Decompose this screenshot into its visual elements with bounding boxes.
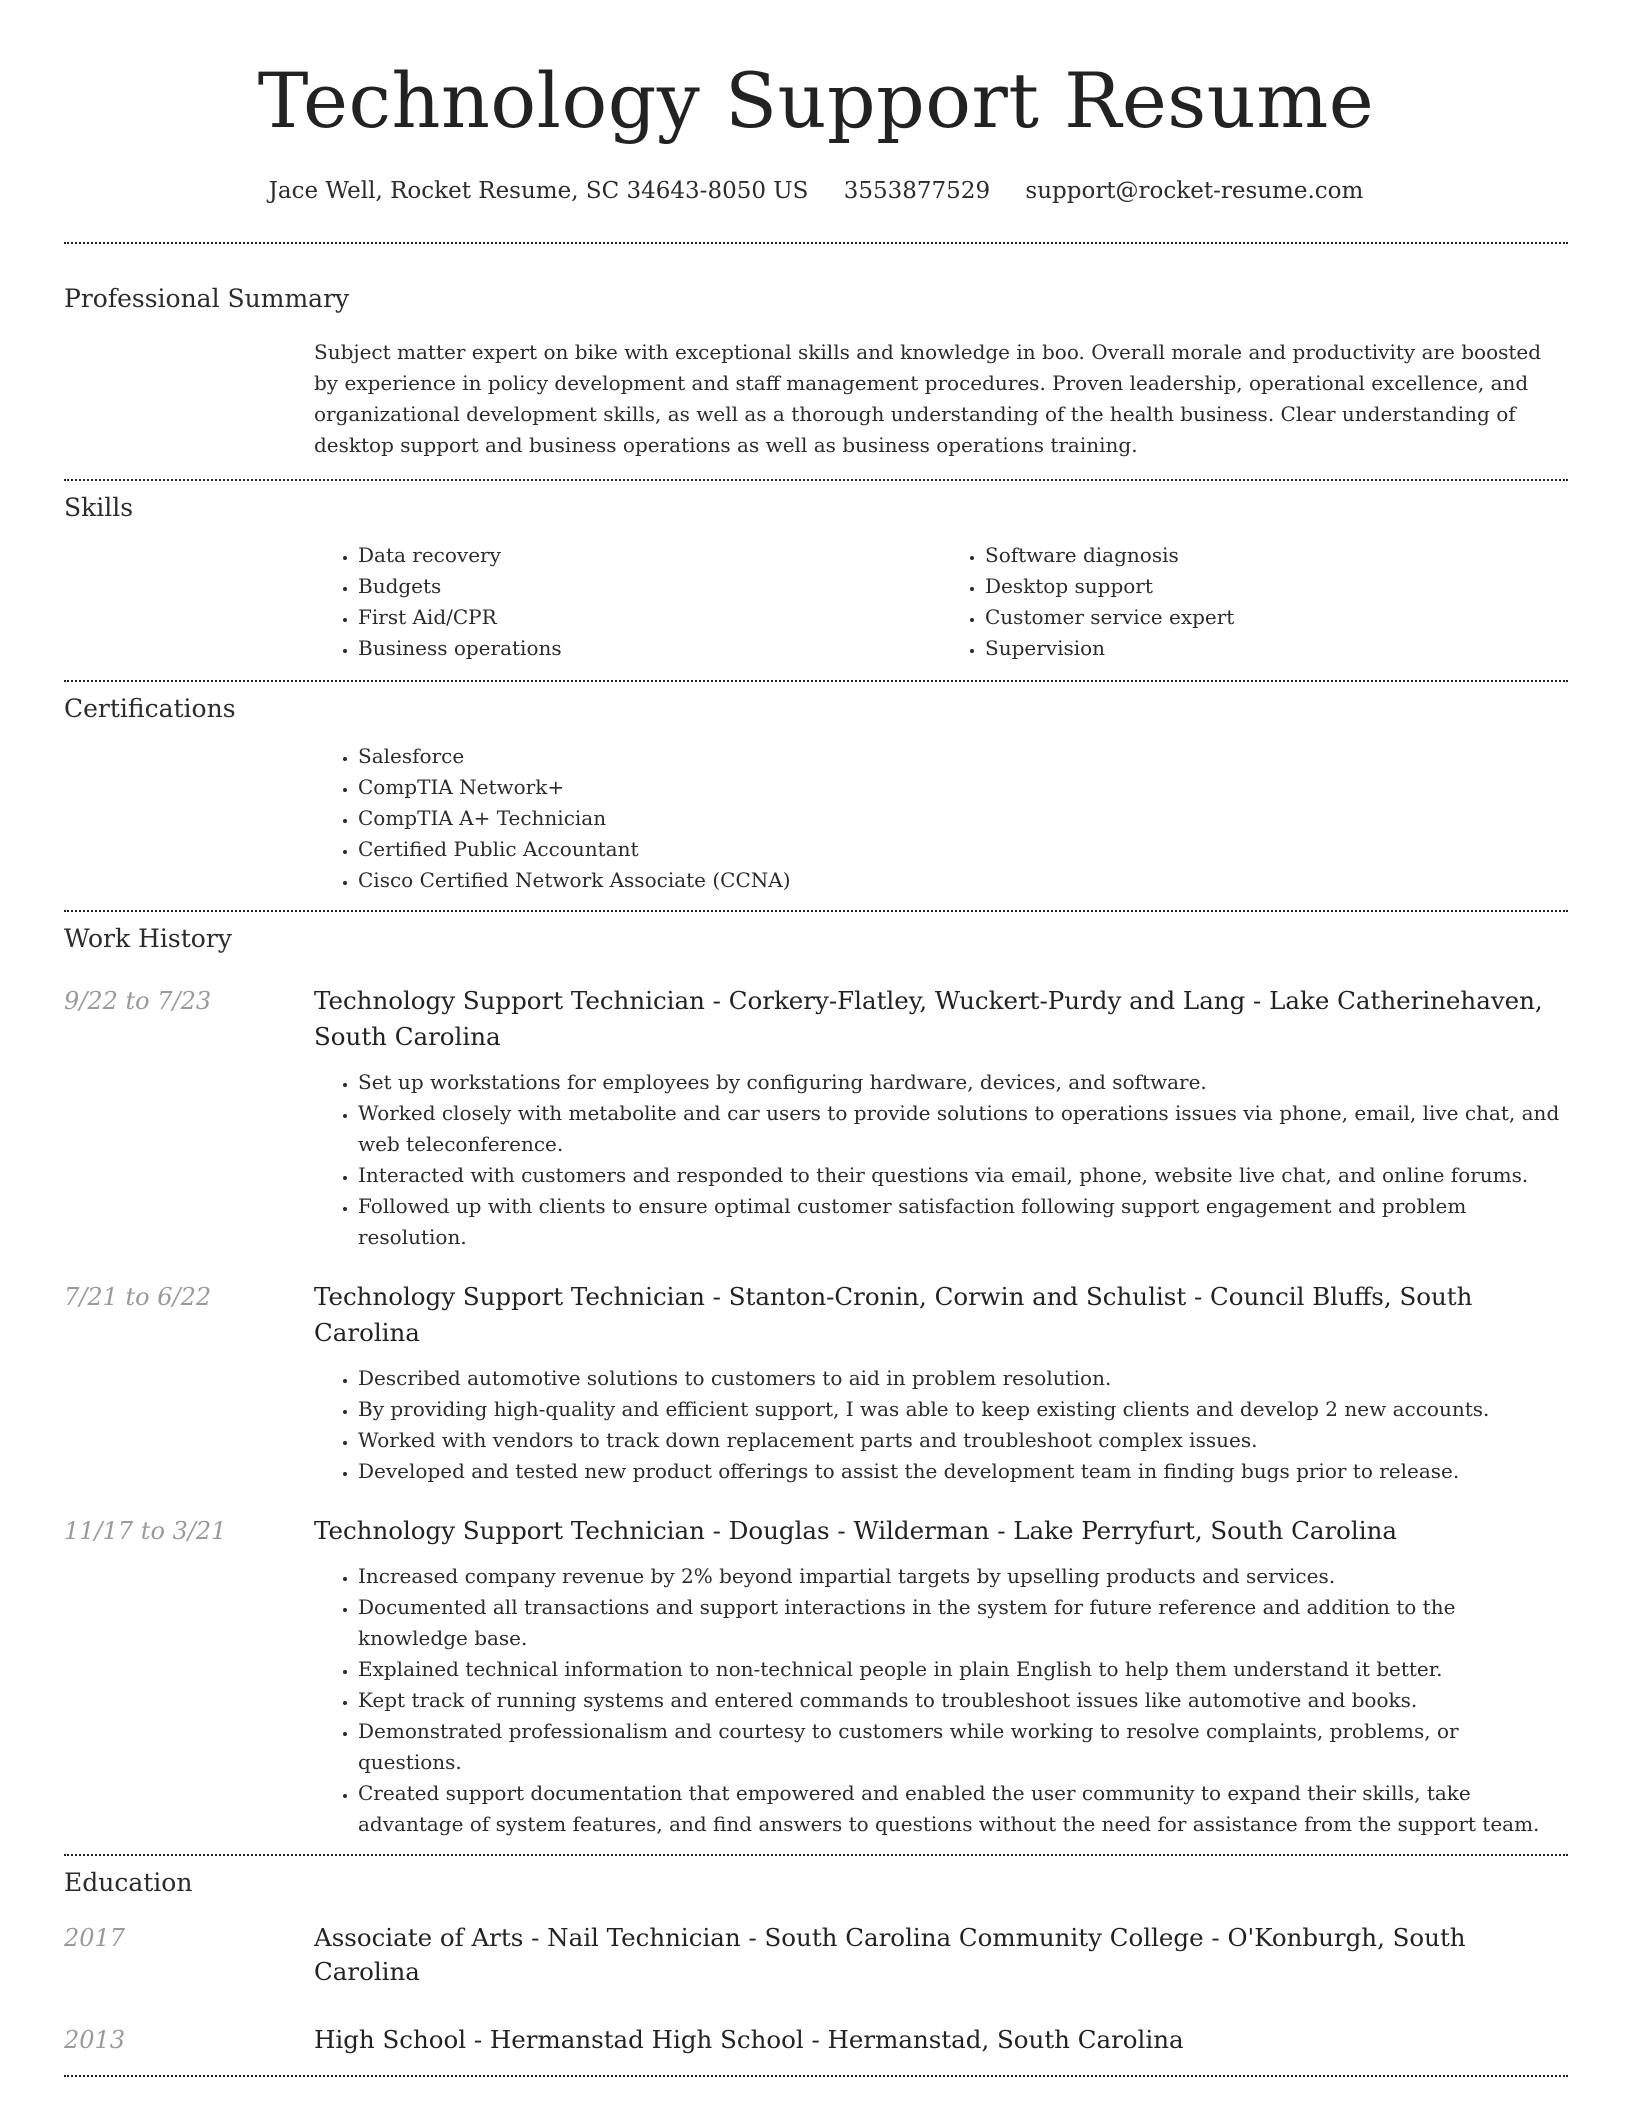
work-history-section [64, 912, 1568, 1854]
job-bullet: • Kept track of running systems and entered commands to troubleshoot issues like automotive and books. [358, 1685, 1568, 1716]
education-detail: Associate of Arts - Nail Technician - South Carolina Community College - O'Konburgh, South Carolina [314, 1923, 1466, 1986]
job-dates: 7/21 to 6/22 [64, 1283, 212, 1311]
education-entry [64, 2023, 1568, 2057]
job-entry [64, 1513, 1568, 1840]
education-entry [64, 1921, 1568, 1989]
job-bullet: • Demonstrated professionalism and courtesy to customers while working to resolve complaints, problems, or questions. [358, 1716, 1568, 1778]
job-dates: 11/17 to 3/21 [64, 1517, 227, 1545]
certifications-section [64, 682, 1568, 910]
summary-heading: Professional Summary [64, 284, 350, 313]
work-history-heading: Work History [64, 924, 232, 953]
certification-item: • CompTIA Network+ [358, 772, 1568, 803]
education-section [64, 1856, 1568, 2075]
contact-line [64, 178, 1568, 204]
job-bullet: • Created support documentation that empowered and enabled the user community to expand their skills, take advantage of system features, and find answers to questions without the need for assistance from the support team. [358, 1778, 1568, 1840]
job-body [314, 1279, 1568, 1487]
education-heading: Education [64, 1868, 193, 1897]
skill-item: • Software diagnosis [985, 540, 1568, 571]
resume-header [64, 0, 1568, 204]
skill-item: • Desktop support [985, 571, 1568, 602]
page-title: Technology Support Resume [257, 56, 1375, 145]
job-bullets [314, 1561, 1568, 1840]
job-entry [64, 983, 1568, 1253]
job-bullet: • Described automotive solutions to customers to aid in problem resolution. [358, 1363, 1568, 1394]
skills-list-right [941, 540, 1568, 664]
job-bullet: • Developed and tested new product offerings to assist the development team in finding bugs prior to release. [358, 1456, 1568, 1487]
skills-list-left [314, 540, 941, 664]
contact-email: support@rocket-resume.com [1025, 178, 1364, 204]
job-bullet: • By providing high-quality and efficient support, I was able to keep existing clients and develop 2 new accounts. [358, 1394, 1568, 1425]
certifications-heading: Certifications [64, 694, 236, 723]
education-detail: High School - Hermanstad High School - Hermanstad, South Carolina [314, 2025, 1184, 2054]
job-bullet: • Set up workstations for employees by configuring hardware, devices, and software. [358, 1067, 1568, 1098]
job-bullet: • Worked closely with metabolite and car users to provide solutions to operations issues via phone, email, live chat, and web teleconference. [358, 1098, 1568, 1160]
skill-item: • Data recovery [358, 540, 941, 571]
job-bullet: • Documented all transactions and support interactions in the system for future reference and addition to the knowledge base. [358, 1592, 1568, 1654]
education-year: 2017 [64, 1924, 126, 1952]
job-title: Technology Support Technician - Stanton-Cronin, Corwin and Schulist - Council Bluffs, South Carolina [314, 1282, 1473, 1347]
certification-item: • Cisco Certified Network Associate (CCNA) [358, 865, 1568, 896]
job-bullet: • Interacted with customers and responded to their questions via email, phone, website live chat, and online forums. [358, 1160, 1568, 1191]
contact-phone: 3553877529 [843, 178, 991, 204]
certification-item: • Certified Public Accountant [358, 834, 1568, 865]
skill-item: • Business operations [358, 633, 941, 664]
job-entry [64, 1279, 1568, 1487]
job-bullets [314, 1363, 1568, 1487]
skills-grid [314, 540, 1568, 664]
job-dates: 9/22 to 7/23 [64, 987, 212, 1015]
contact-address: Jace Well, Rocket Resume, SC 34643-8050 US [268, 178, 809, 204]
certifications-content [314, 741, 1568, 896]
job-bullet: • Explained technical information to non-technical people in plain English to help them understand it better. [358, 1654, 1568, 1685]
skill-item: • Customer service expert [985, 602, 1568, 633]
certification-item: • CompTIA A+ Technician [358, 803, 1568, 834]
skill-item: • First Aid/CPR [358, 602, 941, 633]
summary-section [64, 244, 1568, 479]
job-bullets [314, 1067, 1568, 1253]
skills-section [64, 481, 1568, 680]
job-title: Technology Support Technician - Corkery-Flatley, Wuckert-Purdy and Lang - Lake Catherinehaven, South Carolina [314, 986, 1543, 1051]
job-bullet: • Worked with vendors to track down replacement parts and troubleshoot complex issues. [358, 1425, 1568, 1456]
summary-text: Subject matter expert on bike with exceptional skills and knowledge in boo. Overall morale and productivity are boosted by experience in policy development and staff management procedures. Proven leadership, operational excellence, and organizational development skills, as well as a thorough understanding of the health business. Clear understanding of desktop support and business operations as well as business operations training. [314, 340, 1542, 457]
skills-heading: Skills [64, 493, 134, 522]
certification-item: • Salesforce [358, 741, 1568, 772]
section-divider [64, 2075, 1568, 2077]
skill-item: • Budgets [358, 571, 941, 602]
job-title: Technology Support Technician - Douglas - Wilderman - Lake Perryfurt, South Carolina [314, 1516, 1397, 1545]
job-bullet: • Increased company revenue by 2% beyond impartial targets by upselling products and services. [358, 1561, 1568, 1592]
job-body [314, 1513, 1568, 1840]
skill-item: • Supervision [985, 633, 1568, 664]
certifications-list [314, 741, 1568, 896]
education-year: 2013 [64, 2026, 126, 2054]
job-bullet: • Followed up with clients to ensure optimal customer satisfaction following support engagement and problem resolution. [358, 1191, 1568, 1253]
job-body [314, 983, 1568, 1253]
